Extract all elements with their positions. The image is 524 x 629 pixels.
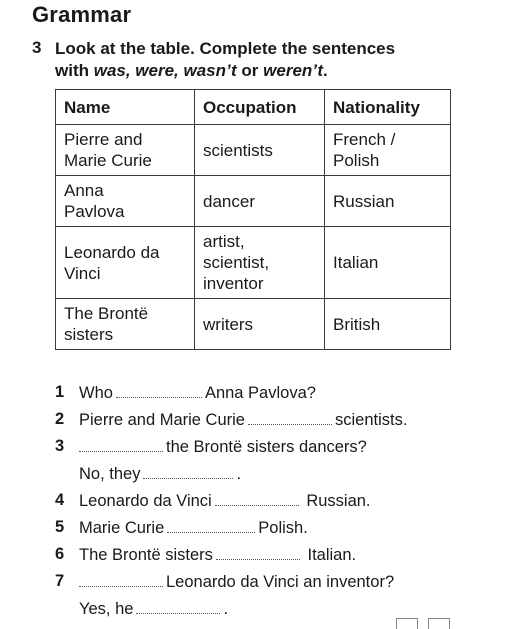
cell-name: Pierre and Marie Curie <box>56 125 195 176</box>
header-nationality: Nationality <box>325 90 451 125</box>
table-row <box>56 299 451 350</box>
sentence-text-after: Italian. <box>307 546 357 564</box>
cell-name: The Brontë sisters <box>56 299 195 350</box>
cell-nationality: Russian <box>325 176 451 227</box>
cell-nationality: Italian <box>325 227 451 299</box>
sentence-text-before: Yes, he <box>79 600 134 618</box>
page-corner-box <box>428 618 450 629</box>
sentence-text-before: Who <box>79 384 113 402</box>
sentence-number: 2 <box>55 410 65 428</box>
answer-blank[interactable] <box>79 572 163 587</box>
sentence-number: 4 <box>55 491 65 509</box>
sentence-text-after: Leonardo da Vinci an inventor? <box>166 573 395 591</box>
cell-nationality: French / Polish <box>325 125 451 176</box>
sentence-number: 3 <box>55 437 65 455</box>
section-heading: Grammar <box>32 2 132 27</box>
sentence-text-after: Anna Pavlova? <box>204 384 316 402</box>
exercise-instruction <box>55 38 475 82</box>
sentence-text-before: Leonardo da Vinci <box>79 492 212 510</box>
sentence-text-before: Pierre and Marie Curie <box>79 411 245 429</box>
sentence-number: 7 <box>55 572 65 590</box>
cell-occupation: scientists <box>195 125 325 176</box>
sentence-text-after: . <box>236 465 242 483</box>
answer-blank[interactable] <box>79 437 163 452</box>
table-row <box>56 227 451 299</box>
cell-occupation: writers <box>195 299 325 350</box>
answer-blank[interactable] <box>248 410 332 425</box>
answer-blank[interactable] <box>216 545 300 560</box>
answer-blank[interactable] <box>215 491 299 506</box>
instruction-or: or <box>236 61 264 80</box>
cell-nationality: British <box>325 299 451 350</box>
instruction-last-word: weren’t <box>263 61 323 80</box>
answer-blank[interactable] <box>136 599 220 614</box>
sentence-text-after: scientists. <box>334 411 408 429</box>
instruction-words: was, were, wasn’t <box>93 61 237 80</box>
answer-blank[interactable] <box>167 518 255 533</box>
info-table <box>55 89 451 350</box>
sentence-number: 6 <box>55 545 65 563</box>
table-row <box>56 176 451 227</box>
sentence-text-after: Polish. <box>258 519 308 537</box>
cell-occupation: artist, scientist, inventor <box>195 227 325 299</box>
table-row <box>56 125 451 176</box>
sentence-text-after: the Brontë sisters dancers? <box>166 438 367 456</box>
sentence-number: 5 <box>55 518 65 536</box>
instruction-line-1: Look at the table. Complete the sentences <box>55 39 396 58</box>
header-occupation: Occupation <box>195 90 325 125</box>
cell-name: Leonardo da Vinci <box>56 227 195 299</box>
instruction-with: with <box>55 61 94 80</box>
answer-blank[interactable] <box>116 383 202 398</box>
sentence-text-after: . <box>223 600 229 618</box>
header-name: Name <box>56 90 195 125</box>
sentence-text-after: Russian. <box>306 492 371 510</box>
cell-name: Anna Pavlova <box>56 176 195 227</box>
sentence-number: 1 <box>55 383 65 401</box>
page-corner-box <box>396 618 418 629</box>
cell-occupation: dancer <box>195 176 325 227</box>
instruction-period: . <box>322 61 328 80</box>
sentence-text-before: The Brontë sisters <box>79 546 213 564</box>
exercise-number: 3 <box>32 38 42 57</box>
answer-blank[interactable] <box>143 464 233 479</box>
sentence-text-before: Marie Curie <box>79 519 165 537</box>
table-header-row <box>56 90 451 125</box>
sentence-text-before: No, they <box>79 465 141 483</box>
